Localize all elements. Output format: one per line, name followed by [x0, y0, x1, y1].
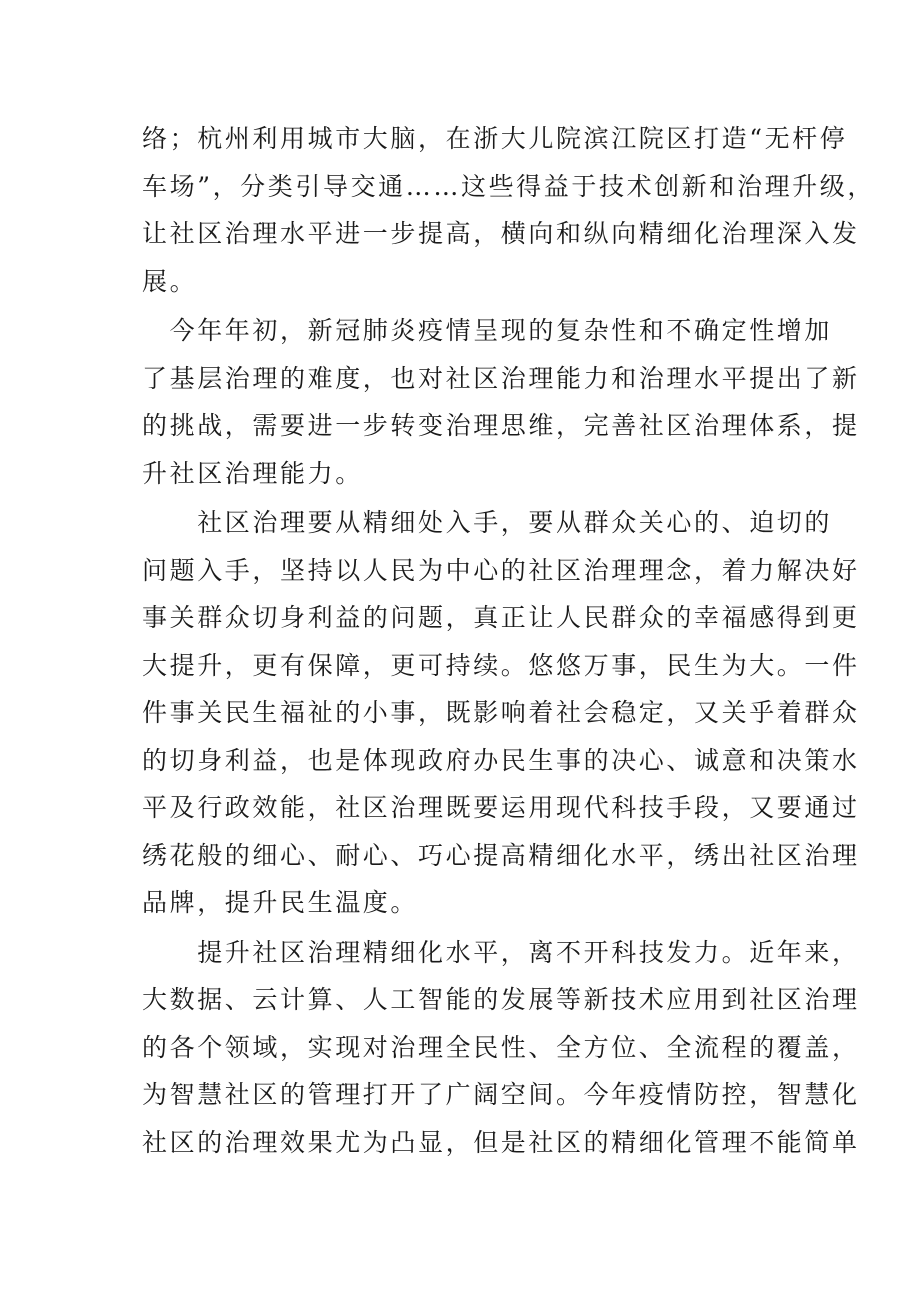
text-line: 大数据、云计算、人工智能的发展等新技术应用到社区治理 [142, 985, 860, 1014]
text-line: 的切身利益，也是体现政府办民生事的决心、诚意和决策水 [142, 745, 860, 775]
document-body [142, 115, 875, 1166]
text-line: 大提升，更有保障，更可持续。悠悠万事，民生为大。一件 [142, 650, 860, 680]
paragraph-3 [142, 499, 860, 927]
text-line: 品牌，提升民生温度。 [142, 888, 419, 917]
text-line: 问题入手，坚持以人民为中心的社区治理理念，着力解决好 [142, 555, 860, 585]
text-line: 今年年初，新冠肺炎疫情呈现的复杂性和不确定性增加 [142, 316, 833, 345]
text-line: 的各个领域，实现对治理全民性、全方位、全流程的覆盖， [142, 1032, 860, 1062]
text-line: 事关群众切身利益的问题，真正让人民群众的幸福感得到更 [142, 603, 860, 632]
text-line: 社区的治理效果尤为凸显，但是社区的精细化管理不能简单 [142, 1127, 860, 1157]
text-line: 平及行政效能，社区治理既要运用现代科技手段，又要通过 [142, 793, 860, 822]
text-line: 件事关民生福祉的小事，既影响着社会稳定，又关乎着群众 [142, 698, 860, 727]
text-line: 络；杭州利用城市大脑，在浙大儿院滨江院区打造“无杆停 [142, 124, 848, 153]
text-line: 了基层治理的难度，也对社区治理能力和治理水平提出了新 [142, 363, 860, 393]
text-line: 绣花般的细心、耐心、巧心提高精细化水平，绣出社区治理 [142, 840, 860, 870]
paragraph-4 [142, 929, 860, 1167]
text-line: 提升社区治理精细化水平，离不开科技发力。近年来， [142, 937, 860, 967]
paragraph-2 [142, 307, 860, 497]
text-line: 让社区治理水平进一步提高，横向和纵向精细化治理深入发 [142, 219, 860, 248]
text-line: 升社区治理能力。 [142, 458, 363, 488]
text-line: 社区治理要从精细处入手，要从群众关心的、迫切的 [142, 508, 833, 537]
text-line: 车场”，分类引导交通……这些得益于技术创新和治理升级， [142, 171, 875, 201]
text-line: 展。 [142, 266, 198, 296]
text-line: 的挑战，需要进一步转变治理思维，完善社区治理体系，提 [142, 411, 860, 440]
text-line: 为智慧社区的管理打开了广阔空间。今年疫情防控，智慧化 [142, 1080, 860, 1109]
paragraph-1 [142, 115, 875, 305]
